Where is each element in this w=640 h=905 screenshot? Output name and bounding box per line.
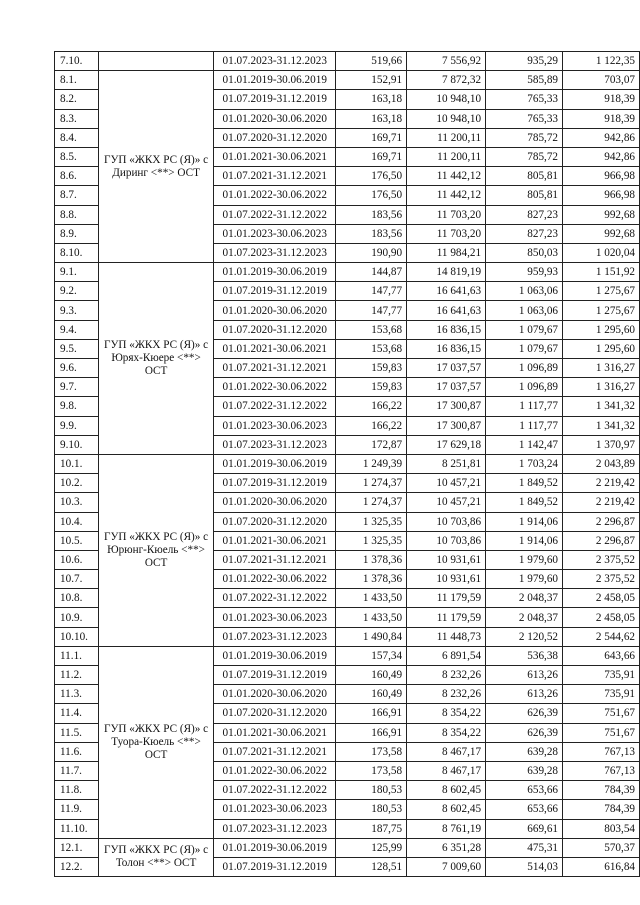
tariff-value-2-cell: 11 179,59 — [407, 608, 486, 627]
tariff-value-4-cell: 1 370,97 — [563, 435, 640, 454]
tariff-value-3-cell: 669,61 — [486, 819, 563, 838]
tariff-value-4-cell: 784,39 — [563, 800, 640, 819]
row-number-cell: 10.3. — [55, 493, 99, 512]
period-cell: 01.07.2022-31.12.2022 — [214, 589, 335, 608]
tariff-value-2-cell: 8 232,26 — [407, 666, 486, 685]
tariff-value-3-cell: 639,28 — [486, 761, 563, 780]
period-cell: 01.07.2023-31.12.2023 — [214, 52, 335, 71]
tariff-value-2-cell: 10 457,21 — [407, 493, 486, 512]
tariff-value-1-cell: 187,75 — [335, 819, 406, 838]
period-cell: 01.07.2022-31.12.2022 — [214, 205, 335, 224]
period-cell: 01.01.2022-30.06.2022 — [214, 761, 335, 780]
period-cell: 01.07.2020-31.12.2020 — [214, 704, 335, 723]
tariff-value-4-cell: 1 020,04 — [563, 243, 640, 262]
tariff-value-2-cell: 11 703,20 — [407, 224, 486, 243]
row-number-cell: 9.10. — [55, 435, 99, 454]
tariff-value-4-cell: 616,84 — [563, 857, 640, 876]
tariff-value-1-cell: 128,51 — [335, 857, 406, 876]
tariff-value-1-cell: 519,66 — [335, 52, 406, 71]
period-cell: 01.01.2019-30.06.2019 — [214, 838, 335, 857]
tariff-value-2-cell: 11 200,11 — [407, 128, 486, 147]
tariff-value-4-cell: 942,86 — [563, 128, 640, 147]
period-cell: 01.07.2019-31.12.2019 — [214, 282, 335, 301]
tariff-value-2-cell: 17 300,87 — [407, 397, 486, 416]
tariff-value-1-cell: 152,91 — [335, 71, 406, 90]
period-cell: 01.07.2021-31.12.2021 — [214, 550, 335, 569]
tariff-value-2-cell: 17 300,87 — [407, 416, 486, 435]
tariff-value-4-cell: 2 544,62 — [563, 627, 640, 646]
tariff-value-1-cell: 176,50 — [335, 186, 406, 205]
tariff-value-3-cell: 827,23 — [486, 205, 563, 224]
tariff-value-3-cell: 1 979,60 — [486, 550, 563, 569]
tariff-value-1-cell: 163,18 — [335, 90, 406, 109]
tariff-value-2-cell: 11 703,20 — [407, 205, 486, 224]
tariff-value-2-cell: 17 037,57 — [407, 378, 486, 397]
tariff-value-1-cell: 169,71 — [335, 147, 406, 166]
tariff-value-1-cell: 172,87 — [335, 435, 406, 454]
tariff-value-3-cell: 2 048,37 — [486, 589, 563, 608]
tariff-value-1-cell: 1 490,84 — [335, 627, 406, 646]
tariff-value-3-cell: 1 849,52 — [486, 474, 563, 493]
row-number-cell: 10.10. — [55, 627, 99, 646]
row-number-cell: 10.7. — [55, 570, 99, 589]
organization-cell: ГУП «ЖКХ РС (Я)» с Туора-Кюель <**> ОСТ — [98, 646, 214, 838]
tariff-value-3-cell: 827,23 — [486, 224, 563, 243]
tariff-value-1-cell: 159,83 — [335, 359, 406, 378]
tariff-value-3-cell: 626,39 — [486, 704, 563, 723]
row-number-cell: 11.2. — [55, 666, 99, 685]
tariff-table-body — [55, 52, 640, 877]
tariff-value-1-cell: 173,58 — [335, 742, 406, 761]
row-number-cell: 10.6. — [55, 550, 99, 569]
tariff-value-3-cell: 626,39 — [486, 723, 563, 742]
period-cell: 01.07.2023-31.12.2023 — [214, 243, 335, 262]
period-cell: 01.01.2023-30.06.2023 — [214, 608, 335, 627]
row-number-cell: 12.2. — [55, 857, 99, 876]
tariff-value-2-cell: 6 351,28 — [407, 838, 486, 857]
tariff-value-1-cell: 147,77 — [335, 282, 406, 301]
tariff-value-3-cell: 639,28 — [486, 742, 563, 761]
tariff-value-3-cell: 785,72 — [486, 147, 563, 166]
row-number-cell: 11.3. — [55, 685, 99, 704]
table-row — [55, 838, 640, 857]
tariff-value-2-cell: 10 948,10 — [407, 90, 486, 109]
tariff-value-3-cell: 536,38 — [486, 646, 563, 665]
period-cell: 01.01.2022-30.06.2022 — [214, 570, 335, 589]
tariff-value-1-cell: 169,71 — [335, 128, 406, 147]
tariff-value-4-cell: 2 219,42 — [563, 493, 640, 512]
tariff-value-3-cell: 1 063,06 — [486, 282, 563, 301]
tariff-value-2-cell: 7 872,32 — [407, 71, 486, 90]
period-cell: 01.07.2023-31.12.2023 — [214, 819, 335, 838]
row-number-cell: 8.7. — [55, 186, 99, 205]
tariff-value-3-cell: 959,93 — [486, 263, 563, 282]
tariff-value-4-cell: 1 295,60 — [563, 339, 640, 358]
table-row — [55, 263, 640, 282]
tariff-value-2-cell: 8 354,22 — [407, 723, 486, 742]
period-cell: 01.01.2021-30.06.2021 — [214, 531, 335, 550]
tariff-value-2-cell: 10 931,61 — [407, 550, 486, 569]
period-cell: 01.01.2020-30.06.2020 — [214, 109, 335, 128]
tariff-value-4-cell: 751,67 — [563, 723, 640, 742]
tariff-value-1-cell: 160,49 — [335, 666, 406, 685]
tariff-value-4-cell: 1 275,67 — [563, 282, 640, 301]
tariff-value-1-cell: 173,58 — [335, 761, 406, 780]
row-number-cell: 9.1. — [55, 263, 99, 282]
tariff-value-1-cell: 1 325,35 — [335, 531, 406, 550]
tariff-value-3-cell: 613,26 — [486, 666, 563, 685]
tariff-value-3-cell: 585,89 — [486, 71, 563, 90]
organization-cell: ГУП «ЖКХ РС (Я)» с Диринг <**> ОСТ — [98, 71, 214, 263]
row-number-cell: 8.4. — [55, 128, 99, 147]
organization-cell: ГУП «ЖКХ РС (Я)» с Толон <**> ОСТ — [98, 838, 214, 876]
tariff-value-1-cell: 183,56 — [335, 205, 406, 224]
row-number-cell: 8.10. — [55, 243, 99, 262]
tariff-value-2-cell: 10 703,86 — [407, 531, 486, 550]
period-cell: 01.01.2023-30.06.2023 — [214, 800, 335, 819]
tariff-value-4-cell: 1 341,32 — [563, 416, 640, 435]
tariff-value-3-cell: 805,81 — [486, 167, 563, 186]
tariff-value-3-cell: 785,72 — [486, 128, 563, 147]
period-cell: 01.07.2022-31.12.2022 — [214, 397, 335, 416]
period-cell: 01.07.2020-31.12.2020 — [214, 512, 335, 531]
row-number-cell: 9.7. — [55, 378, 99, 397]
tariff-value-2-cell: 8 602,45 — [407, 781, 486, 800]
tariff-value-2-cell: 10 948,10 — [407, 109, 486, 128]
tariff-value-1-cell: 183,56 — [335, 224, 406, 243]
tariff-value-4-cell: 784,39 — [563, 781, 640, 800]
tariff-value-2-cell: 11 442,12 — [407, 186, 486, 205]
tariff-value-4-cell: 2 219,42 — [563, 474, 640, 493]
period-cell: 01.07.2019-31.12.2019 — [214, 857, 335, 876]
tariff-value-4-cell: 992,68 — [563, 205, 640, 224]
row-number-cell: 12.1. — [55, 838, 99, 857]
tariff-value-4-cell: 1 151,92 — [563, 263, 640, 282]
period-cell: 01.07.2019-31.12.2019 — [214, 666, 335, 685]
tariff-value-1-cell: 166,91 — [335, 723, 406, 742]
tariff-value-3-cell: 2 120,52 — [486, 627, 563, 646]
table-row — [55, 646, 640, 665]
tariff-value-2-cell: 10 931,61 — [407, 570, 486, 589]
tariff-value-3-cell: 1 117,77 — [486, 416, 563, 435]
period-cell: 01.01.2020-30.06.2020 — [214, 301, 335, 320]
tariff-value-3-cell: 1 142,47 — [486, 435, 563, 454]
tariff-value-4-cell: 2 458,05 — [563, 608, 640, 627]
row-number-cell: 11.5. — [55, 723, 99, 742]
row-number-cell: 9.6. — [55, 359, 99, 378]
period-cell: 01.01.2020-30.06.2020 — [214, 685, 335, 704]
row-number-cell: 10.5. — [55, 531, 99, 550]
row-number-cell: 10.8. — [55, 589, 99, 608]
row-number-cell: 8.9. — [55, 224, 99, 243]
row-number-cell: 11.1. — [55, 646, 99, 665]
period-cell: 01.01.2023-30.06.2023 — [214, 224, 335, 243]
tariff-value-3-cell: 514,03 — [486, 857, 563, 876]
tariff-value-3-cell: 613,26 — [486, 685, 563, 704]
tariff-value-2-cell: 7 556,92 — [407, 52, 486, 71]
tariff-value-4-cell: 735,91 — [563, 666, 640, 685]
tariff-value-2-cell: 16 836,15 — [407, 339, 486, 358]
tariff-value-3-cell: 1 096,89 — [486, 359, 563, 378]
tariff-value-3-cell: 1 079,67 — [486, 320, 563, 339]
tariff-value-4-cell: 1 316,27 — [563, 359, 640, 378]
tariff-value-2-cell: 8 354,22 — [407, 704, 486, 723]
tariff-value-4-cell: 570,37 — [563, 838, 640, 857]
row-number-cell: 8.2. — [55, 90, 99, 109]
period-cell: 01.07.2021-31.12.2021 — [214, 167, 335, 186]
tariff-value-4-cell: 751,67 — [563, 704, 640, 723]
row-number-cell: 9.5. — [55, 339, 99, 358]
row-number-cell: 10.9. — [55, 608, 99, 627]
period-cell: 01.01.2022-30.06.2022 — [214, 186, 335, 205]
tariff-value-3-cell: 765,33 — [486, 109, 563, 128]
tariff-value-4-cell: 918,39 — [563, 109, 640, 128]
tariff-value-1-cell: 1 325,35 — [335, 512, 406, 531]
tariff-value-4-cell: 643,66 — [563, 646, 640, 665]
tariff-value-4-cell: 2 375,52 — [563, 550, 640, 569]
tariff-value-2-cell: 7 009,60 — [407, 857, 486, 876]
tariff-value-4-cell: 966,98 — [563, 167, 640, 186]
tariff-value-3-cell: 1 079,67 — [486, 339, 563, 358]
tariff-value-4-cell: 2 296,87 — [563, 512, 640, 531]
row-number-cell: 11.8. — [55, 781, 99, 800]
tariff-value-3-cell: 1 063,06 — [486, 301, 563, 320]
period-cell: 01.07.2020-31.12.2020 — [214, 128, 335, 147]
tariff-value-3-cell: 1 914,06 — [486, 512, 563, 531]
tariff-value-2-cell: 11 442,12 — [407, 167, 486, 186]
period-cell: 01.01.2020-30.06.2020 — [214, 493, 335, 512]
row-number-cell: 9.3. — [55, 301, 99, 320]
tariff-value-2-cell: 6 891,54 — [407, 646, 486, 665]
tariff-value-1-cell: 1 274,37 — [335, 493, 406, 512]
tariff-value-4-cell: 767,13 — [563, 742, 640, 761]
tariff-value-1-cell: 1 378,36 — [335, 570, 406, 589]
tariff-table — [54, 51, 640, 877]
tariff-value-2-cell: 8 467,17 — [407, 742, 486, 761]
tariff-value-2-cell: 11 179,59 — [407, 589, 486, 608]
tariff-value-2-cell: 8 467,17 — [407, 761, 486, 780]
tariff-value-1-cell: 1 378,36 — [335, 550, 406, 569]
tariff-value-1-cell: 1 433,50 — [335, 589, 406, 608]
organization-cell — [98, 52, 214, 71]
period-cell: 01.07.2019-31.12.2019 — [214, 90, 335, 109]
tariff-value-3-cell: 1 914,06 — [486, 531, 563, 550]
tariff-value-3-cell: 1 703,24 — [486, 454, 563, 473]
tariff-value-4-cell: 918,39 — [563, 90, 640, 109]
row-number-cell: 10.2. — [55, 474, 99, 493]
tariff-value-3-cell: 850,03 — [486, 243, 563, 262]
row-number-cell: 10.4. — [55, 512, 99, 531]
period-cell: 01.07.2023-31.12.2023 — [214, 627, 335, 646]
period-cell: 01.01.2021-30.06.2021 — [214, 147, 335, 166]
tariff-value-1-cell: 166,91 — [335, 704, 406, 723]
tariff-value-2-cell: 16 641,63 — [407, 282, 486, 301]
row-number-cell: 9.9. — [55, 416, 99, 435]
tariff-value-1-cell: 153,68 — [335, 339, 406, 358]
period-cell: 01.01.2019-30.06.2019 — [214, 454, 335, 473]
row-number-cell: 11.4. — [55, 704, 99, 723]
tariff-value-1-cell: 176,50 — [335, 167, 406, 186]
tariff-value-3-cell: 2 048,37 — [486, 608, 563, 627]
tariff-value-3-cell: 805,81 — [486, 186, 563, 205]
row-number-cell: 11.7. — [55, 761, 99, 780]
tariff-value-3-cell: 1 979,60 — [486, 570, 563, 589]
period-cell: 01.07.2022-31.12.2022 — [214, 781, 335, 800]
tariff-value-3-cell: 935,29 — [486, 52, 563, 71]
tariff-value-1-cell: 125,99 — [335, 838, 406, 857]
row-number-cell: 10.1. — [55, 454, 99, 473]
row-number-cell: 8.5. — [55, 147, 99, 166]
tariff-value-4-cell: 767,13 — [563, 761, 640, 780]
row-number-cell: 11.6. — [55, 742, 99, 761]
tariff-value-4-cell: 703,07 — [563, 71, 640, 90]
tariff-value-2-cell: 11 448,73 — [407, 627, 486, 646]
period-cell: 01.01.2019-30.06.2019 — [214, 646, 335, 665]
row-number-cell: 8.6. — [55, 167, 99, 186]
period-cell: 01.07.2019-31.12.2019 — [214, 474, 335, 493]
period-cell: 01.01.2021-30.06.2021 — [214, 723, 335, 742]
tariff-value-3-cell: 765,33 — [486, 90, 563, 109]
table-row — [55, 52, 640, 71]
tariff-value-2-cell: 10 457,21 — [407, 474, 486, 493]
tariff-value-4-cell: 992,68 — [563, 224, 640, 243]
tariff-value-3-cell: 1 849,52 — [486, 493, 563, 512]
tariff-value-2-cell: 8 761,19 — [407, 819, 486, 838]
tariff-value-3-cell: 1 096,89 — [486, 378, 563, 397]
row-number-cell: 8.3. — [55, 109, 99, 128]
tariff-value-2-cell: 8 232,26 — [407, 685, 486, 704]
row-number-cell: 8.8. — [55, 205, 99, 224]
tariff-value-2-cell: 16 641,63 — [407, 301, 486, 320]
tariff-value-4-cell: 803,54 — [563, 819, 640, 838]
tariff-value-2-cell: 11 200,11 — [407, 147, 486, 166]
row-number-cell: 7.10. — [55, 52, 99, 71]
tariff-value-4-cell: 1 316,27 — [563, 378, 640, 397]
tariff-value-1-cell: 166,22 — [335, 416, 406, 435]
tariff-value-4-cell: 2 296,87 — [563, 531, 640, 550]
row-number-cell: 11.10. — [55, 819, 99, 838]
row-number-cell: 9.2. — [55, 282, 99, 301]
tariff-value-1-cell: 180,53 — [335, 800, 406, 819]
organization-cell: ГУП «ЖКХ РС (Я)» с Юрях-Кюере <**> ОСТ — [98, 263, 214, 455]
period-cell: 01.07.2021-31.12.2021 — [214, 742, 335, 761]
tariff-value-4-cell: 966,98 — [563, 186, 640, 205]
period-cell: 01.01.2019-30.06.2019 — [214, 71, 335, 90]
tariff-value-4-cell: 2 375,52 — [563, 570, 640, 589]
period-cell: 01.01.2023-30.06.2023 — [214, 416, 335, 435]
tariff-value-1-cell: 144,87 — [335, 263, 406, 282]
period-cell: 01.01.2022-30.06.2022 — [214, 378, 335, 397]
row-number-cell: 9.4. — [55, 320, 99, 339]
tariff-value-4-cell: 1 275,67 — [563, 301, 640, 320]
tariff-value-1-cell: 160,49 — [335, 685, 406, 704]
period-cell: 01.01.2019-30.06.2019 — [214, 263, 335, 282]
tariff-value-2-cell: 17 037,57 — [407, 359, 486, 378]
tariff-value-4-cell: 942,86 — [563, 147, 640, 166]
row-number-cell: 8.1. — [55, 71, 99, 90]
tariff-value-4-cell: 1 295,60 — [563, 320, 640, 339]
tariff-value-1-cell: 147,77 — [335, 301, 406, 320]
tariff-value-4-cell: 735,91 — [563, 685, 640, 704]
tariff-value-1-cell: 159,83 — [335, 378, 406, 397]
tariff-value-4-cell: 2 043,89 — [563, 454, 640, 473]
tariff-value-2-cell: 14 819,19 — [407, 263, 486, 282]
period-cell: 01.01.2021-30.06.2021 — [214, 339, 335, 358]
tariff-value-3-cell: 653,66 — [486, 781, 563, 800]
tariff-value-4-cell: 1 341,32 — [563, 397, 640, 416]
table-row — [55, 454, 640, 473]
tariff-value-1-cell: 1 249,39 — [335, 454, 406, 473]
tariff-value-1-cell: 163,18 — [335, 109, 406, 128]
tariff-value-1-cell: 190,90 — [335, 243, 406, 262]
tariff-value-1-cell: 180,53 — [335, 781, 406, 800]
organization-cell: ГУП «ЖКХ РС (Я)» с Юрюнг-Кюель <**> ОСТ — [98, 454, 214, 646]
row-number-cell: 11.9. — [55, 800, 99, 819]
tariff-value-3-cell: 653,66 — [486, 800, 563, 819]
tariff-value-1-cell: 1 274,37 — [335, 474, 406, 493]
tariff-value-2-cell: 16 836,15 — [407, 320, 486, 339]
tariff-value-4-cell: 1 122,35 — [563, 52, 640, 71]
table-row — [55, 71, 640, 90]
period-cell: 01.07.2021-31.12.2021 — [214, 359, 335, 378]
tariff-value-2-cell: 8 251,81 — [407, 454, 486, 473]
tariff-value-2-cell: 8 602,45 — [407, 800, 486, 819]
period-cell: 01.07.2020-31.12.2020 — [214, 320, 335, 339]
tariff-value-1-cell: 166,22 — [335, 397, 406, 416]
period-cell: 01.07.2023-31.12.2023 — [214, 435, 335, 454]
tariff-value-2-cell: 17 629,18 — [407, 435, 486, 454]
row-number-cell: 9.8. — [55, 397, 99, 416]
tariff-value-3-cell: 475,31 — [486, 838, 563, 857]
tariff-value-2-cell: 11 984,21 — [407, 243, 486, 262]
tariff-value-3-cell: 1 117,77 — [486, 397, 563, 416]
tariff-value-2-cell: 10 703,86 — [407, 512, 486, 531]
tariff-value-4-cell: 2 458,05 — [563, 589, 640, 608]
tariff-value-1-cell: 153,68 — [335, 320, 406, 339]
tariff-value-1-cell: 1 433,50 — [335, 608, 406, 627]
tariff-value-1-cell: 157,34 — [335, 646, 406, 665]
